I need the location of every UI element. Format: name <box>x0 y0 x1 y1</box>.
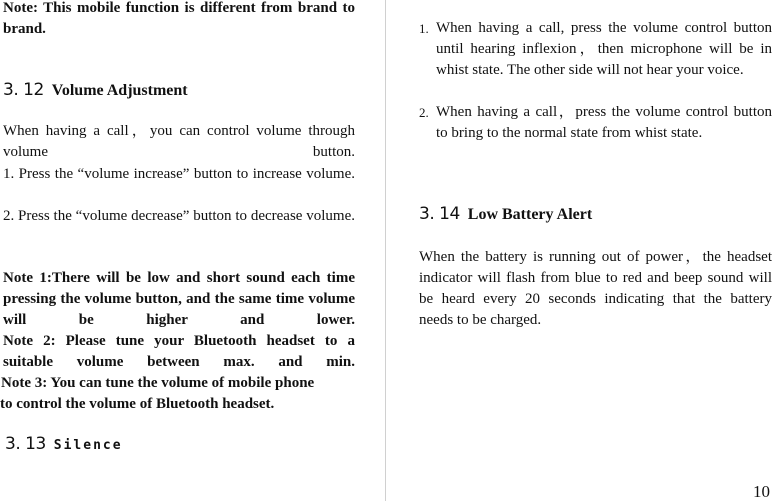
list-marker: 2. <box>419 105 429 120</box>
section-3-12-heading <box>3 80 188 100</box>
section-title: Low Battery Alert <box>467 206 593 223</box>
list-text: When having a call, press the volume control button until hearing inflexion，then microphone will be in whist state. The other side will not hear your voice. <box>436 20 772 78</box>
note-3-line-2: to control the volume of Bluetooth headset. <box>0 396 275 412</box>
intro-paragraph: When having a call，you can control volume through volume button. <box>3 123 355 160</box>
page-number: 10 <box>753 482 770 501</box>
list-item-2 <box>419 102 772 144</box>
battery-paragraph: When the battery is running out of power，the headset indicator will flash from blue to red and beep sound will be heard every 20 seconds indicating that the battery needs to be charged. <box>419 249 772 328</box>
note-3-line-1: Note 3: You can tune the volume of mobile phone <box>1 375 315 391</box>
list-text: When having a call，press the volume control button to bring to the normal state from whist state. <box>436 104 772 141</box>
section-number: 3. 14 <box>419 204 460 224</box>
column-divider <box>385 0 386 501</box>
list-marker: 1. <box>419 21 429 36</box>
note-2: Note 2: Please tune your Bluetooth headset to a suitable volume between max. and min. <box>3 333 355 370</box>
section-number: 3. 12 <box>3 80 44 100</box>
section-3-14-heading <box>419 204 592 224</box>
note-top: Note: This mobile function is different from brand to brand. <box>3 0 355 37</box>
list-item-1: 1. Press the “volume increase” button to increase volume. <box>3 166 355 182</box>
list-item-1 <box>419 18 772 81</box>
note-1: Note 1:There will be low and short sound each time pressing the volume button, and the same time volume will be higher and lower. <box>3 270 355 328</box>
section-title: Volume Adjustment <box>51 82 188 99</box>
section-3-13-heading <box>5 434 123 454</box>
list-item-2: 2. Press the “volume decrease” button to decrease volume. <box>3 208 355 224</box>
section-number: 3. 13 <box>5 434 46 454</box>
section-title: Silence <box>53 438 123 453</box>
